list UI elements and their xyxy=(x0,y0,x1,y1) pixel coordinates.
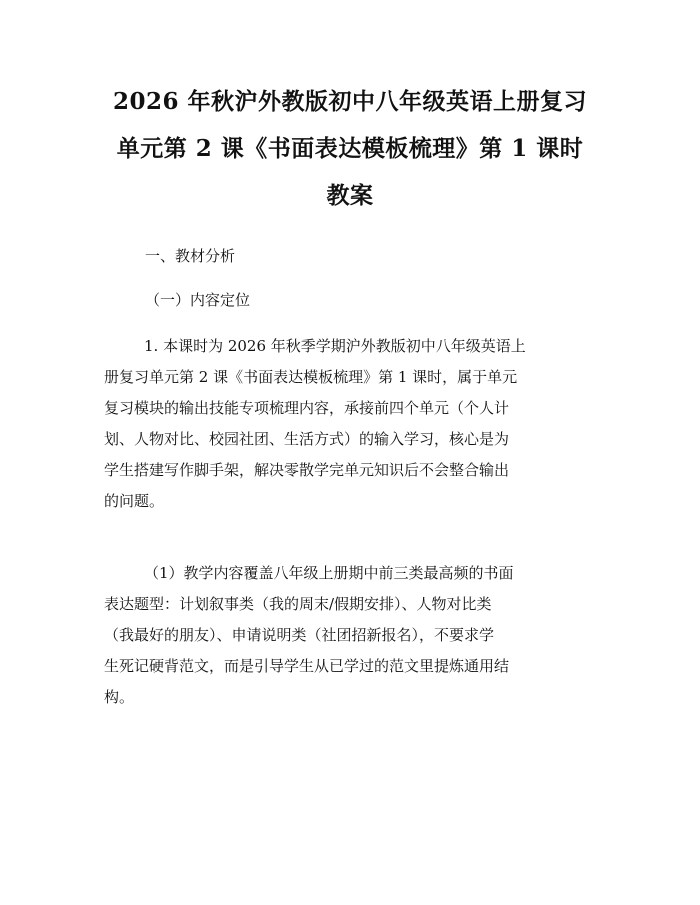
paragraph-line: 1. 本课时为 2026 年秋季学期沪外教版初中八年级英语上 xyxy=(144,337,526,355)
paragraph-line: （1）教学内容覆盖八年级上册期中前三类最高频的书面 xyxy=(144,564,514,582)
paragraph-line: 生死记硬背范文，而是引导学生从已学过的范文里提炼通用结 xyxy=(104,657,510,675)
paragraph-line: 构。 xyxy=(104,688,135,706)
title-line: 单元第 2 课《书面表达模板梳理》第 1 课时 xyxy=(116,135,584,162)
paragraph-line: 复习模块的输出技能专项梳理内容，承接前四个单元（个人计 xyxy=(104,399,510,417)
paragraph-line: 划、人物对比、校园社团、生活方式）的输入学习，核心是为 xyxy=(104,430,510,448)
section-heading: 一、教材分析 xyxy=(145,247,236,265)
paragraph-teaching-content xyxy=(104,558,604,713)
title-line: 2026 年秋沪外教版初中八年级英语上册复习 xyxy=(112,88,588,115)
paragraph-line: 的问题。 xyxy=(104,492,165,510)
title-line: 教案 xyxy=(326,182,374,209)
document-title xyxy=(80,78,620,219)
subsection-heading: （一）内容定位 xyxy=(145,291,251,309)
paragraph-line: （我最好的朋友）、申请说明类（社团招新报名），不要求学 xyxy=(104,626,495,644)
paragraph-line: 册复习单元第 2 课《书面表达模板梳理》第 1 课时，属于单元 xyxy=(104,368,518,386)
paragraph-content-positioning xyxy=(104,331,604,517)
paragraph-line: 表达题型：计划叙事类（我的周末/假期安排）、人物对比类 xyxy=(104,595,492,613)
paragraph-line: 学生搭建写作脚手架，解决零散学完单元知识后不会整合输出 xyxy=(104,461,510,479)
